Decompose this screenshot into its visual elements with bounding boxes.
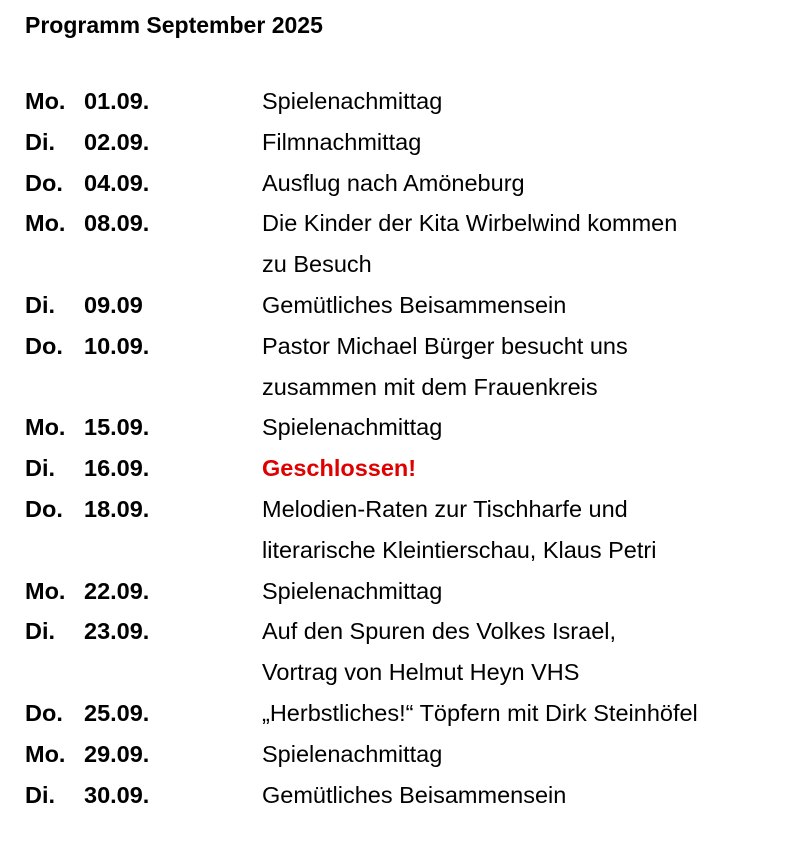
entry-event-line: Vortrag von Helmut Heyn VHS — [262, 659, 580, 686]
schedule-entry — [25, 285, 795, 326]
schedule-entry — [25, 611, 795, 693]
entry-day: Do. — [25, 699, 63, 726]
entry-event — [262, 285, 772, 326]
entry-day: Mo. — [25, 414, 66, 441]
entry-event-line: Spielenachmittag — [262, 88, 443, 114]
entry-event-line: zu Besuch — [262, 251, 372, 278]
entry-date: 10.09. — [84, 332, 150, 359]
entry-day: Mo. — [25, 577, 66, 604]
schedule-entry — [25, 693, 795, 734]
entry-event-line: Gemütliches Beisammensein — [262, 781, 567, 808]
entry-day: Di. — [25, 455, 56, 482]
entry-day: Do. — [25, 332, 63, 359]
entry-event-line: Spielenachmittag — [262, 414, 443, 441]
entry-day: Mo. — [25, 740, 66, 767]
entry-event — [262, 734, 772, 775]
entry-day: Mo. — [25, 88, 66, 114]
entry-event-line: Filmnachmittag — [262, 128, 422, 155]
entry-event — [262, 693, 772, 734]
entry-event-line: zusammen mit dem Frauenkreis — [262, 373, 598, 400]
entry-day: Do. — [25, 169, 63, 196]
entry-event-line: „Herbstliches!“ Töpfern mit Dirk Steinhöfel — [262, 699, 698, 726]
entry-day: Di. — [25, 128, 56, 155]
schedule-entry — [25, 734, 795, 775]
entry-event — [262, 775, 772, 816]
entry-day: Mo. — [25, 210, 66, 237]
entry-event — [262, 407, 772, 448]
entry-event-line: Auf den Spuren des Volkes Israel, — [262, 618, 617, 645]
entry-date: 01.09. — [84, 88, 150, 114]
entry-date: 02.09. — [84, 128, 150, 155]
entry-event-line: Geschlossen! — [262, 455, 417, 482]
entry-event — [262, 571, 772, 612]
entry-date: 08.09. — [84, 210, 150, 237]
schedule-entry — [25, 448, 795, 489]
entry-event-closed — [262, 448, 772, 489]
schedule-entry — [25, 775, 795, 816]
entry-event-line: Ausflug nach Amöneburg — [262, 169, 525, 196]
schedule-list — [25, 81, 795, 815]
entry-event — [262, 326, 772, 408]
entry-date: 25.09. — [84, 699, 150, 726]
entry-date: 23.09. — [84, 618, 150, 645]
schedule-entry — [25, 122, 795, 163]
entry-date: 30.09. — [84, 781, 150, 808]
entry-day: Di. — [25, 618, 56, 645]
schedule-entry — [25, 163, 795, 204]
schedule-entry — [25, 203, 795, 285]
entry-event-line: Melodien-Raten zur Tischharfe und — [262, 495, 628, 522]
entry-event-line: Spielenachmittag — [262, 740, 443, 767]
schedule-entry — [25, 571, 795, 612]
entry-date: 15.09. — [84, 414, 150, 441]
schedule-entry — [25, 407, 795, 448]
entry-day: Di. — [25, 291, 56, 318]
entry-event-line: Die Kinder der Kita Wirbelwind kommen — [262, 210, 678, 237]
entry-event — [262, 611, 772, 693]
entry-day: Di. — [25, 781, 56, 808]
entry-date: 22.09. — [84, 577, 150, 604]
entry-date: 29.09. — [84, 740, 150, 767]
entry-day: Do. — [25, 495, 63, 522]
entry-event — [262, 122, 772, 163]
schedule-entry — [25, 81, 795, 122]
entry-date: 09.09 — [84, 291, 143, 318]
entry-event-line: Gemütliches Beisammensein — [262, 291, 567, 318]
entry-event — [262, 163, 772, 204]
entry-event-line: Spielenachmittag — [262, 577, 443, 604]
schedule-entry — [25, 489, 795, 571]
entry-date: 16.09. — [84, 455, 150, 482]
entry-date: 18.09. — [84, 495, 150, 522]
schedule-entry — [25, 326, 795, 408]
entry-event-line: literarische Kleintierschau, Klaus Petri — [262, 536, 657, 563]
entry-event-line: Pastor Michael Bürger besucht uns — [262, 332, 628, 359]
entry-date: 04.09. — [84, 169, 150, 196]
entry-event — [262, 81, 772, 122]
entry-event — [262, 489, 772, 571]
page-title: Programm September 2025 — [25, 12, 323, 38]
entry-event — [262, 203, 772, 285]
